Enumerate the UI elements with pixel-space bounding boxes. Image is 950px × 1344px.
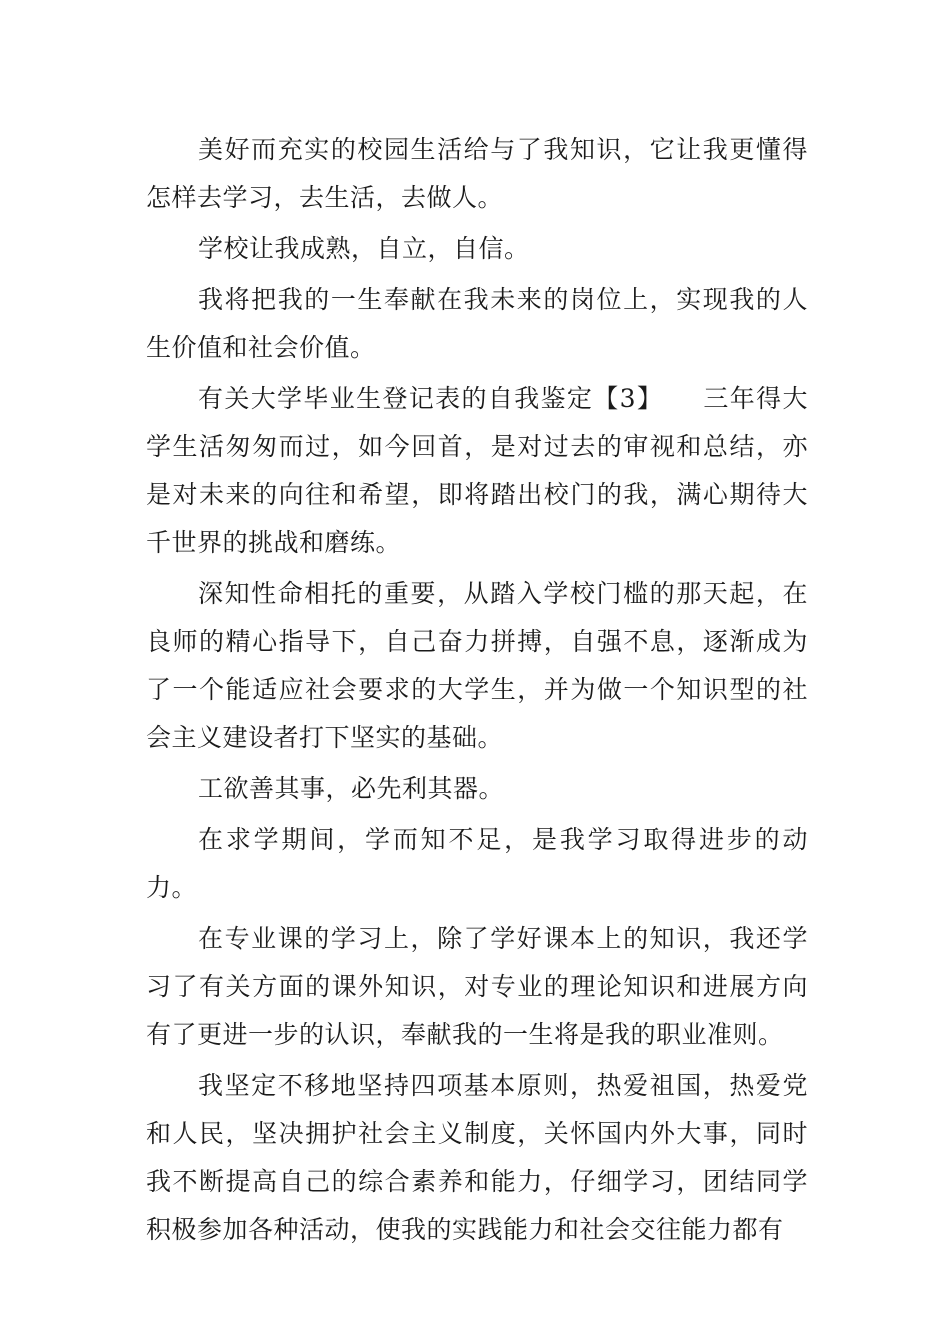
paragraph: 在专业课的学习上，除了学好课本上的知识，我还学习了有关方面的课外知识，对专业的理论知识和进展方向有了更进一步的认识，奉献我的一生将是我的职业准则。 [146, 924, 808, 1049]
paragraph: 在求学期间，学而知不足，是我学习取得进步的动力。 [146, 825, 808, 902]
paragraph: 学校让我成熟，自立，自信。 [198, 234, 530, 263]
paragraph: 深知性命相托的重要，从踏入学校门槛的那天起，在良师的精心指导下，自己奋力拼搏，自强不息，逐渐成为了一个能适应社会要求的大学生，并为做一个知识型的社会主义建设者打下坚实的基础。 [146, 579, 808, 752]
document-body [146, 126, 808, 1257]
paragraph: 我坚定不移地坚持四项基本原则，热爱祖国，热爱党和人民，坚决拥护社会主义制度，关怀国内外大事，同时我不断提高自己的综合素养和能力，仔细学习，团结同学积极参加各种活动，使我的实践能力和社会交往能力都有 [146, 1071, 808, 1244]
paragraph: 有关大学毕业生登记表的自我鉴定【3】 三年得大学生活匆匆而过，如今回首，是对过去的审视和总结，亦是对未来的向往和希望，即将踏出校门的我，满心期待大千世界的挑战和磨练。 [146, 384, 808, 557]
paragraph: 工欲善其事，必先利其器。 [198, 774, 505, 803]
paragraph: 我将把我的一生奉献在我未来的岗位上，实现我的人生价值和社会价值。 [146, 285, 808, 362]
paragraph: 美好而充实的校园生活给与了我知识，它让我更懂得怎样去学习，去生活，去做人。 [146, 135, 808, 212]
